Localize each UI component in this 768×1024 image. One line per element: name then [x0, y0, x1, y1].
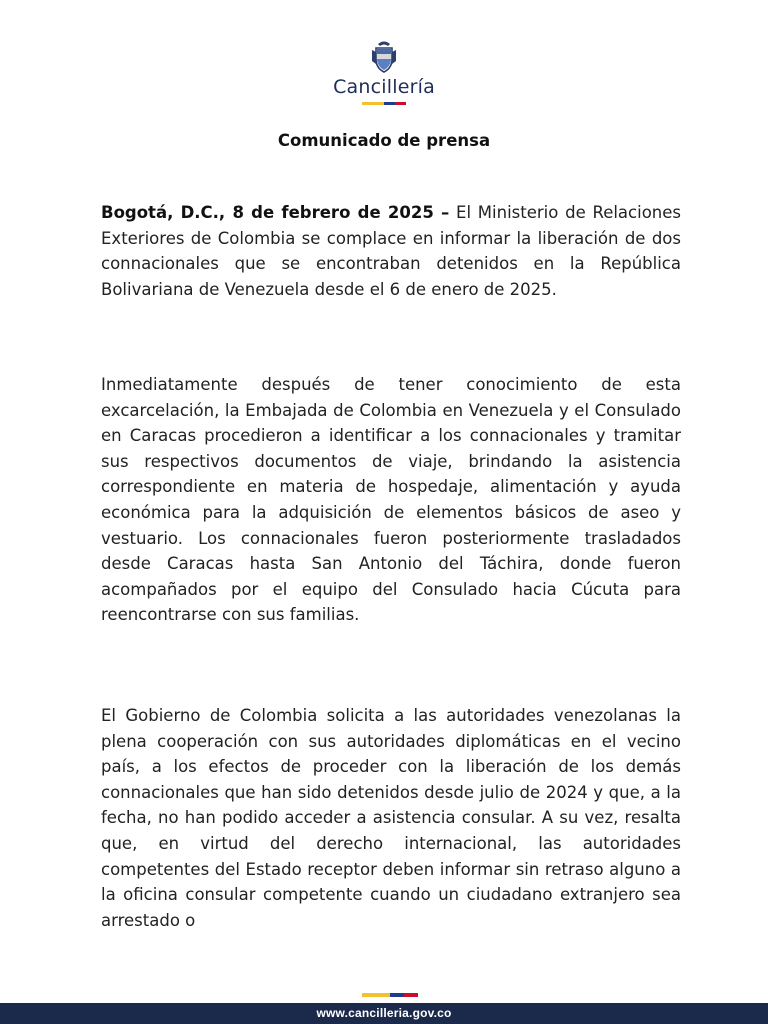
coat-of-arms-icon: [369, 40, 399, 74]
paragraph-1: [101, 200, 681, 302]
cancilleria-logo: [0, 40, 768, 105]
footer-flag-stripe: [362, 993, 418, 997]
flag-stripe: [362, 102, 406, 105]
logo-text: Cancillería: [333, 76, 435, 98]
dateline: Bogotá, D.C., 8 de febrero de 2025 –: [101, 203, 450, 222]
paragraph-2: Inmediatamente después de tener conocimiento de esta excarcelación, la Embajada de Colombia en Venezuela y el Consulado en Caracas procedieron a identificar a los connacionales y tramitar sus respectivos documentos de viaje, brindando la asistencia correspondiente en materia de hospedaje, alimentación y ayuda económica para la adquisición de elementos básicos de aseo y vestuario. Los connacionales fueron posteriormente trasladados desde Caracas hasta San Antonio del Táchira, donde fueron acompañados por el equipo del Consulado hacia Cúcuta para reencontrarse con sus familias.: [101, 375, 681, 625]
footer-url: www.cancilleria.gov.co: [0, 1003, 768, 1024]
page-title: Comunicado de prensa: [277, 131, 491, 150]
paragraph-3: El Gobierno de Colombia solicita a las autoridades venezolanas la plena cooperación con sus autoridades diplomáticas en el vecino país, a los efectos de proceder con la liberación de los demás connacionales que han sido detenidos desde julio de 2024 y que, a la fecha, no han podido acceder a asistencia consular. A su vez, resalta que, en virtud del derecho internacional, las autoridades competentes del Estado receptor deben informar sin retraso alguno a la oficina consular competente cuando un ciudadano extranjero sea arrestado o: [101, 706, 681, 930]
paragraph-1-text: El Ministerio de Relaciones Exteriores de Colombia se complace en informar la liberación de dos connacionales que se encontraban detenidos en la República Bolivariana de Venezuela desde el 6 de enero de 2025.: [101, 203, 681, 299]
